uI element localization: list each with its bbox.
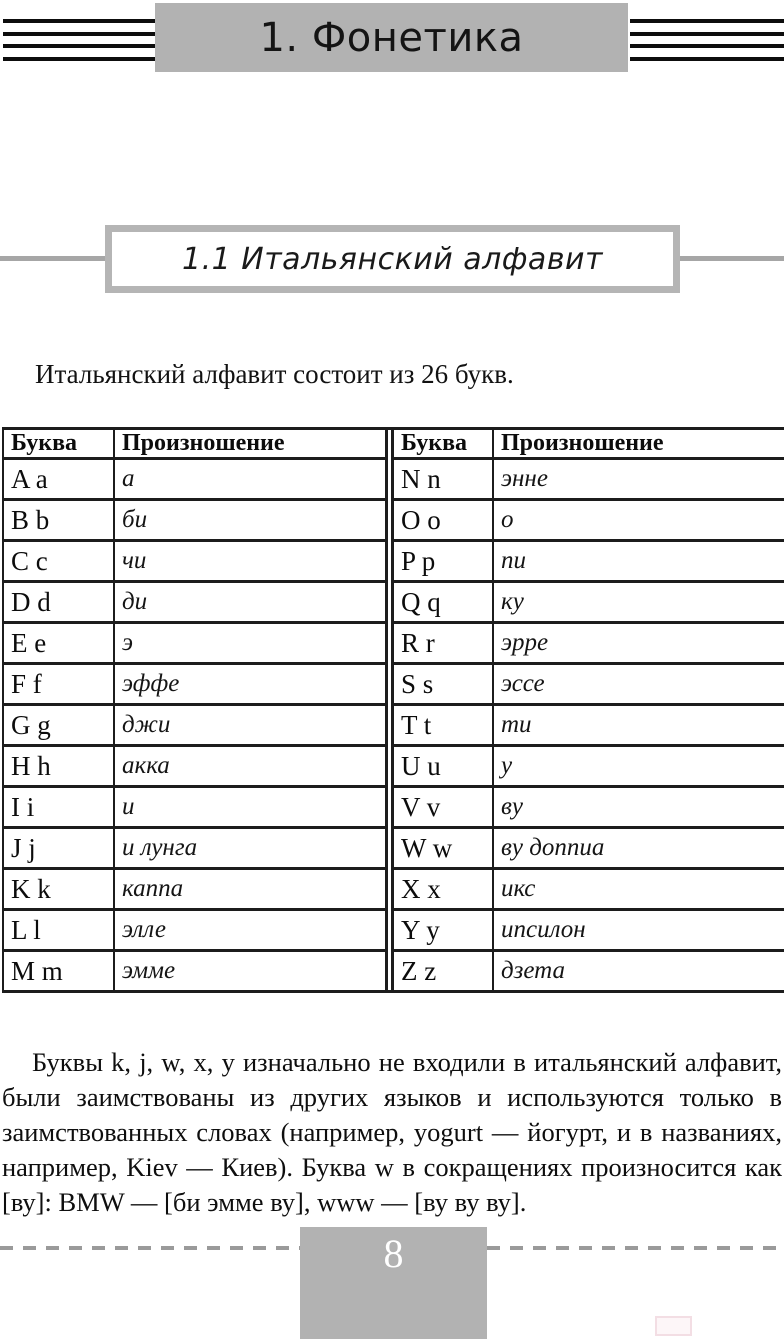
pronunciation-cell: и <box>114 787 387 828</box>
banner-right-rules <box>630 19 784 81</box>
letter-cell: Y y <box>393 910 494 951</box>
table-row <box>3 623 387 664</box>
pronunciation-cell: ти <box>493 705 784 746</box>
table-row <box>393 951 784 990</box>
letter-cell: N n <box>393 459 494 500</box>
pronunciation-cell: элле <box>114 910 387 951</box>
table-row <box>3 664 387 705</box>
table-row <box>393 623 784 664</box>
pronunciation-cell: джи <box>114 705 387 746</box>
table-row <box>393 910 784 951</box>
chapter-banner <box>155 3 628 72</box>
pronunciation-cell: чи <box>114 541 387 582</box>
chapter-title: 1. Фонетика <box>259 14 524 61</box>
table-row <box>393 705 784 746</box>
rule-bar <box>3 19 155 23</box>
pronunciation-cell: акка <box>114 746 387 787</box>
rule-bar <box>630 19 784 23</box>
pronunciation-cell: у <box>493 746 784 787</box>
rule-bar <box>3 32 155 36</box>
table-row <box>3 951 387 990</box>
scan-artifact <box>655 1316 692 1336</box>
table-row <box>3 910 387 951</box>
pronunciation-cell: а <box>114 459 387 500</box>
pronunciation-cell: икс <box>493 869 784 910</box>
pronunciation-cell: энне <box>493 459 784 500</box>
letter-cell: J j <box>3 828 114 869</box>
pronunciation-cell: э <box>114 623 387 664</box>
pronunciation-cell: эмме <box>122 957 176 985</box>
pronunciation-column-header: Произношение <box>493 430 784 459</box>
table-row <box>3 746 387 787</box>
letter-cell: G g <box>3 705 114 746</box>
letter-cell: F f <box>3 664 114 705</box>
letter-cell: Z z <box>393 951 494 990</box>
section-right-rule <box>680 256 784 261</box>
letter-cell: I i <box>3 787 114 828</box>
rule-bar <box>3 57 155 61</box>
pronunciation-cell: ипсилон <box>493 910 784 951</box>
alphabet-table-left <box>2 430 388 990</box>
footer-right-dashed-rule <box>487 1246 784 1250</box>
section-left-rule <box>0 256 105 261</box>
table-row <box>3 541 387 582</box>
rule-bar <box>630 32 784 36</box>
pronunciation-cell: дзета <box>501 957 566 985</box>
letter-cell: V v <box>393 787 494 828</box>
table-row <box>3 869 387 910</box>
letter-column-header: Буква <box>3 430 114 459</box>
table-row <box>393 459 784 500</box>
table-row <box>393 828 784 869</box>
rule-bar <box>630 57 784 61</box>
letter-cell: E e <box>3 623 114 664</box>
pronunciation-cell: эрре <box>493 623 784 664</box>
table-row <box>393 787 784 828</box>
letter-cell: P p <box>393 541 494 582</box>
pronunciation-cell: ву <box>493 787 784 828</box>
intro-sentence: Итальянский алфавит состоит из 26 букв. <box>35 359 514 389</box>
alphabet-table-right <box>391 430 784 990</box>
page-number-box <box>300 1227 487 1339</box>
letter-cell: L l <box>3 910 114 951</box>
alphabet-table <box>2 427 784 993</box>
table-row <box>3 459 387 500</box>
pronunciation-cell: и лунга <box>114 828 387 869</box>
table-row <box>3 787 387 828</box>
section-heading-box <box>105 225 680 293</box>
table-header-row <box>3 430 387 459</box>
table-header-row <box>393 430 784 459</box>
table-row <box>3 705 387 746</box>
banner-left-rules <box>3 19 155 81</box>
letter-cell: W w <box>393 828 494 869</box>
letter-column-header: Буква <box>393 430 494 459</box>
page-number: 8 <box>383 1231 404 1276</box>
pronunciation-cell: эссе <box>493 664 784 705</box>
pronunciation-cell: каппа <box>114 869 387 910</box>
table-row <box>393 869 784 910</box>
pronunciation-cell: би <box>114 500 387 541</box>
letter-cell: T t <box>393 705 494 746</box>
table-row <box>393 541 784 582</box>
pronunciation-cell: эффе <box>114 664 387 705</box>
letter-cell: C c <box>3 541 114 582</box>
letter-cell: U u <box>393 746 494 787</box>
section-title: 1.1 Итальянский алфавит <box>182 241 603 277</box>
pronunciation-cell: ди <box>114 582 387 623</box>
footer-left-dashed-rule <box>0 1246 300 1250</box>
letter-cell: A a <box>3 459 114 500</box>
table-row <box>393 664 784 705</box>
letter-cell: K k <box>3 869 114 910</box>
rule-bar <box>630 44 784 48</box>
letter-cell: H h <box>3 746 114 787</box>
pronunciation-cell: ку <box>493 582 784 623</box>
table-row <box>3 500 387 541</box>
table-row <box>393 500 784 541</box>
pronunciation-cell: ву доппиа <box>493 828 784 869</box>
table-row <box>3 828 387 869</box>
letter-cell: O o <box>393 500 494 541</box>
pronunciation-cell: о <box>493 500 784 541</box>
letter-cell: S s <box>393 664 494 705</box>
note-paragraph: Буквы k, j, w, x, y изначально не входили в итальянский алфавит, были заимствованы из других языков и используются только в заимствованных словах (например, yogurt — йогурт, и в названиях, например, Kiev — Киев). Буква w в сокращениях произносится как [ву]: BMW — [би эмме ву], www — [ву ву ву]. <box>2 1047 782 1217</box>
pronunciation-cell: пи <box>493 541 784 582</box>
letter-cell: R r <box>393 623 494 664</box>
letter-cell: M m <box>3 951 114 990</box>
letter-cell: D d <box>3 582 114 623</box>
letter-cell: Q q <box>393 582 494 623</box>
letter-cell: B b <box>3 500 114 541</box>
rule-bar <box>3 44 155 48</box>
pronunciation-column-header: Произношение <box>114 430 387 459</box>
table-row <box>393 746 784 787</box>
letter-cell: X x <box>393 869 494 910</box>
table-row <box>393 582 784 623</box>
table-row <box>3 582 387 623</box>
